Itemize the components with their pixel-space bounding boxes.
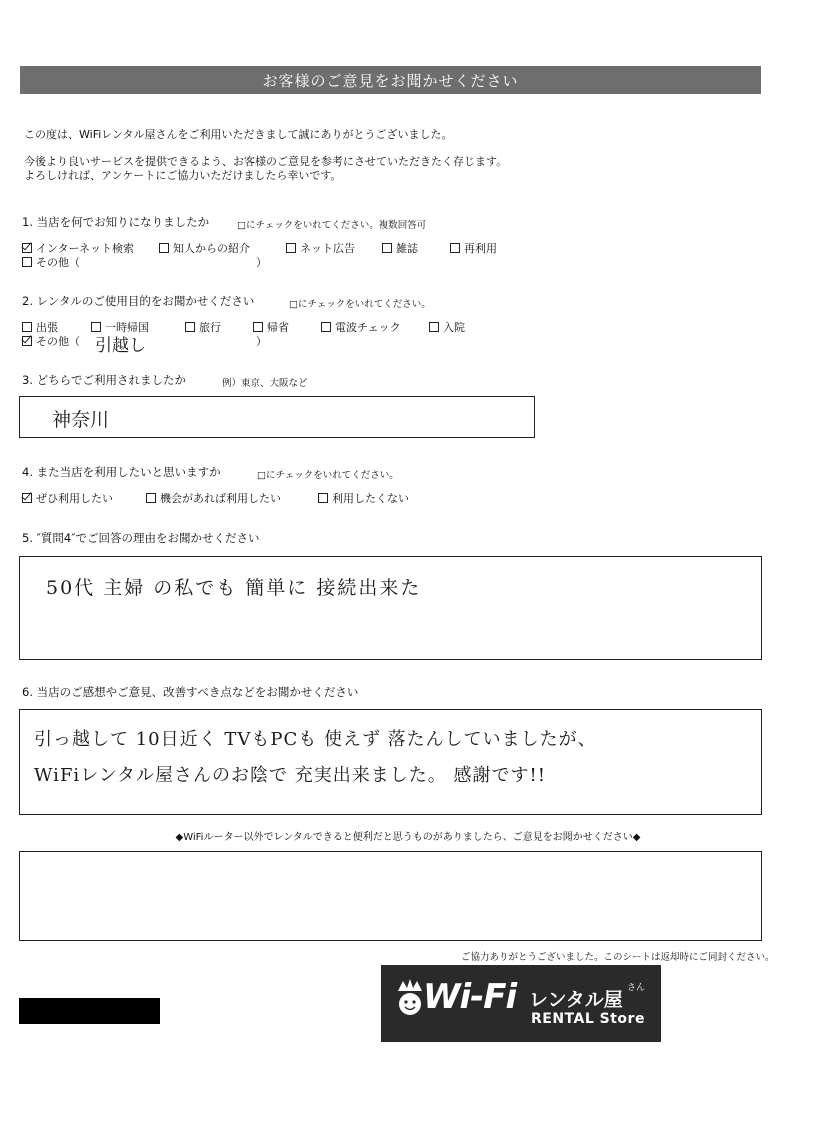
checkbox-icon[interactable] xyxy=(22,322,32,332)
q2-note: □にチェックをいれてください。 xyxy=(289,299,431,310)
checkbox-icon[interactable] xyxy=(382,243,392,253)
q6-title: 6. 当店のご感想やご意見、改善すべき点などをお聞かせください xyxy=(22,685,359,699)
q1-other-close: ） xyxy=(256,256,267,269)
q2-option-temp-return[interactable]: 一時帰国 xyxy=(91,319,149,335)
q2-option-other[interactable]: その他（ xyxy=(22,333,80,349)
checkbox-checked-icon[interactable] xyxy=(22,336,32,346)
q3-answer-box[interactable] xyxy=(19,396,535,438)
checkbox-icon[interactable] xyxy=(22,257,32,267)
q1-option-reuse[interactable]: 再利用 xyxy=(450,240,497,256)
q2-option-homecoming[interactable]: 帰省 xyxy=(253,319,289,335)
q3-answer: 神奈川 xyxy=(52,409,110,431)
redaction-bar xyxy=(19,998,160,1024)
checkbox-icon[interactable] xyxy=(185,322,195,332)
q3-title: 3. どちらでご利用されましたか xyxy=(22,373,187,387)
q1-option-internet[interactable]: インターネット検索 xyxy=(22,240,134,256)
q4-note: □にチェックをいれてください。 xyxy=(257,470,399,481)
q2-option-signal-check[interactable]: 電波チェック xyxy=(321,319,401,335)
intro-line-3: よろしければ、アンケートにご協力いただけましたら幸いです。 xyxy=(24,169,342,182)
logo-san-text: さん xyxy=(627,983,646,993)
logo-rental-text: レンタル屋 xyxy=(529,989,623,1011)
checkbox-icon[interactable] xyxy=(450,243,460,253)
q6-answer-line-1: 引っ越して 10日近く TVもPCも 使えず 落たんしていましたが、 xyxy=(34,729,597,750)
q7-answer-box[interactable] xyxy=(19,851,762,941)
q4-title: 4. また当店を利用したいと思いますか xyxy=(22,465,221,479)
checkbox-icon[interactable] xyxy=(146,493,156,503)
q2-option-business-trip[interactable]: 出張 xyxy=(22,319,58,335)
q1-option-referral[interactable]: 知人からの紹介 xyxy=(159,240,250,256)
q4-option-if-chance[interactable]: 機会があれば利用したい xyxy=(146,490,281,506)
q6-answer-box[interactable] xyxy=(19,709,762,815)
checkbox-icon[interactable] xyxy=(159,243,169,253)
form-title-bar xyxy=(20,66,761,94)
q2-other-close: ） xyxy=(256,335,267,348)
q2-option-travel[interactable]: 旅行 xyxy=(185,319,221,335)
intro-line-1: この度は、WiFiレンタル屋さんをご利用いただきまして誠にありがとうございました。 xyxy=(24,128,453,141)
intro-line-2: 今後より良いサービスを提供できるよう、お客様のご意見を参考にさせていただきたく存じます。 xyxy=(24,155,508,168)
footer-thanks: ご協力ありがとうございました。このシートは返却時にご同封ください。 xyxy=(461,952,775,963)
checkbox-icon[interactable] xyxy=(429,322,439,332)
q1-option-other[interactable]: その他（ xyxy=(22,254,80,270)
q5-answer-box[interactable] xyxy=(19,556,762,660)
q1-note: □にチェックをいれてください。複数回答可 xyxy=(237,220,427,231)
q3-note: 例）東京、大阪など xyxy=(222,378,308,389)
q2-option-hospital[interactable]: 入院 xyxy=(429,319,465,335)
q5-answer: 50代 主婦 の私でも 簡単に 接続出来た xyxy=(46,577,422,599)
q2-other-answer: 引越し xyxy=(95,336,146,356)
checkbox-checked-icon[interactable] xyxy=(22,493,32,503)
checkbox-icon[interactable] xyxy=(318,493,328,503)
q6-answer-line-2: WiFiレンタル屋さんのお陰で 充実出来ました。 感謝です!! xyxy=(34,765,546,786)
q1-title: 1. 当店を何でお知りになりましたか xyxy=(22,215,210,229)
checkbox-icon[interactable] xyxy=(286,243,296,253)
q4-option-no[interactable]: 利用したくない xyxy=(318,490,409,506)
logo-store-text: RENTAL Store xyxy=(531,1011,645,1027)
form-title: お客様のご意見をお聞かせください xyxy=(262,71,519,90)
q7-title: ◆WiFiルーター以外でレンタルできると便利だと思うものがありましたら、ご意見をお聞かせください◆ xyxy=(175,832,641,843)
wifi-rental-logo xyxy=(381,965,661,1042)
logo-wifi-text: Wi-Fi xyxy=(423,977,517,1017)
crown-mascot-icon xyxy=(395,977,425,1017)
q5-title: 5. ″質問4″でご回答の理由をお聞かせください xyxy=(22,531,260,545)
checkbox-checked-icon[interactable] xyxy=(22,243,32,253)
q4-option-definitely[interactable]: ぜひ利用したい xyxy=(22,490,113,506)
q2-title: 2. レンタルのご使用目的をお聞かせください xyxy=(22,294,255,308)
q1-option-magazine[interactable]: 雑誌 xyxy=(382,240,418,256)
q1-option-net-ad[interactable]: ネット広告 xyxy=(286,240,355,256)
checkbox-icon[interactable] xyxy=(253,322,263,332)
checkbox-icon[interactable] xyxy=(321,322,331,332)
